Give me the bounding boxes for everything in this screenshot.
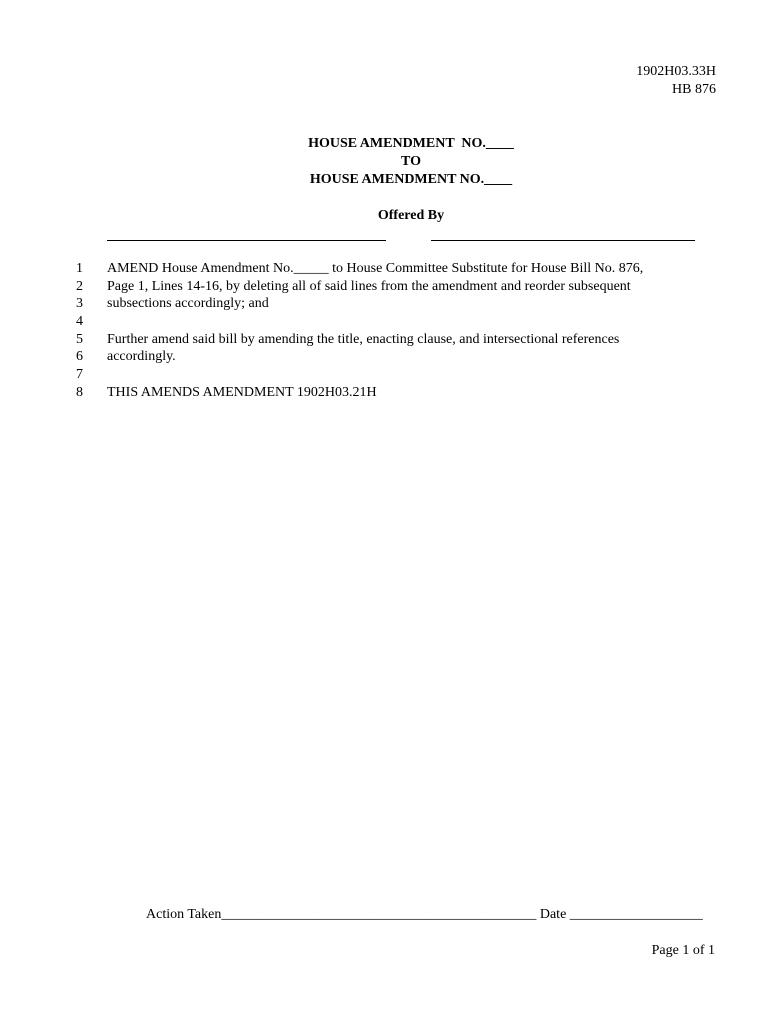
title-line-2: TO — [401, 154, 421, 169]
line-text: Page 1, Lines 14-16, by deleting all of said lines from the amendment and reorder subsequent — [107, 278, 631, 294]
sponsor-signature-line-left — [107, 240, 386, 241]
offered-by-label: Offered By — [377, 208, 445, 223]
doc-number: 1902H03.33H — [636, 64, 716, 79]
line-number: 6 — [76, 349, 83, 365]
document-identifier — [636, 63, 716, 99]
line-number: 8 — [76, 384, 83, 400]
line-text: subsections accordingly; and — [107, 296, 269, 312]
numbered-line — [60, 348, 720, 366]
numbered-line — [60, 366, 720, 384]
line-text: Further amend said bill by amending the title, enacting clause, and intersectional references — [107, 331, 620, 347]
page-number: Page 1 of 1 — [651, 943, 715, 958]
numbered-line — [60, 384, 720, 402]
amendment-body — [60, 260, 720, 402]
numbered-line — [60, 278, 720, 296]
action-taken-line: Action Taken_____________________________________________ Date ___________________ — [146, 907, 703, 922]
title-line-3: HOUSE AMENDMENT NO.____ — [309, 172, 513, 187]
amendment-title — [0, 135, 770, 189]
numbered-line — [60, 313, 720, 331]
title-line-1: HOUSE AMENDMENT NO.____ — [308, 136, 514, 151]
line-number: 5 — [76, 331, 83, 347]
line-text: accordingly. — [107, 349, 176, 365]
numbered-line — [60, 260, 720, 278]
line-number: 3 — [76, 296, 83, 312]
line-number: 7 — [76, 367, 83, 383]
line-number: 4 — [76, 314, 83, 330]
sponsor-signature-line-right — [431, 240, 695, 241]
line-number: 2 — [76, 278, 83, 294]
line-number: 1 — [76, 261, 83, 276]
line-text: AMEND House Amendment No._____ to House Committee Substitute for House Bill No. 876, — [107, 261, 644, 276]
bill-number: HB 876 — [672, 82, 716, 97]
numbered-line — [60, 331, 720, 349]
numbered-line — [60, 295, 720, 313]
line-text: THIS AMENDS AMENDMENT 1902H03.21H — [107, 384, 377, 400]
